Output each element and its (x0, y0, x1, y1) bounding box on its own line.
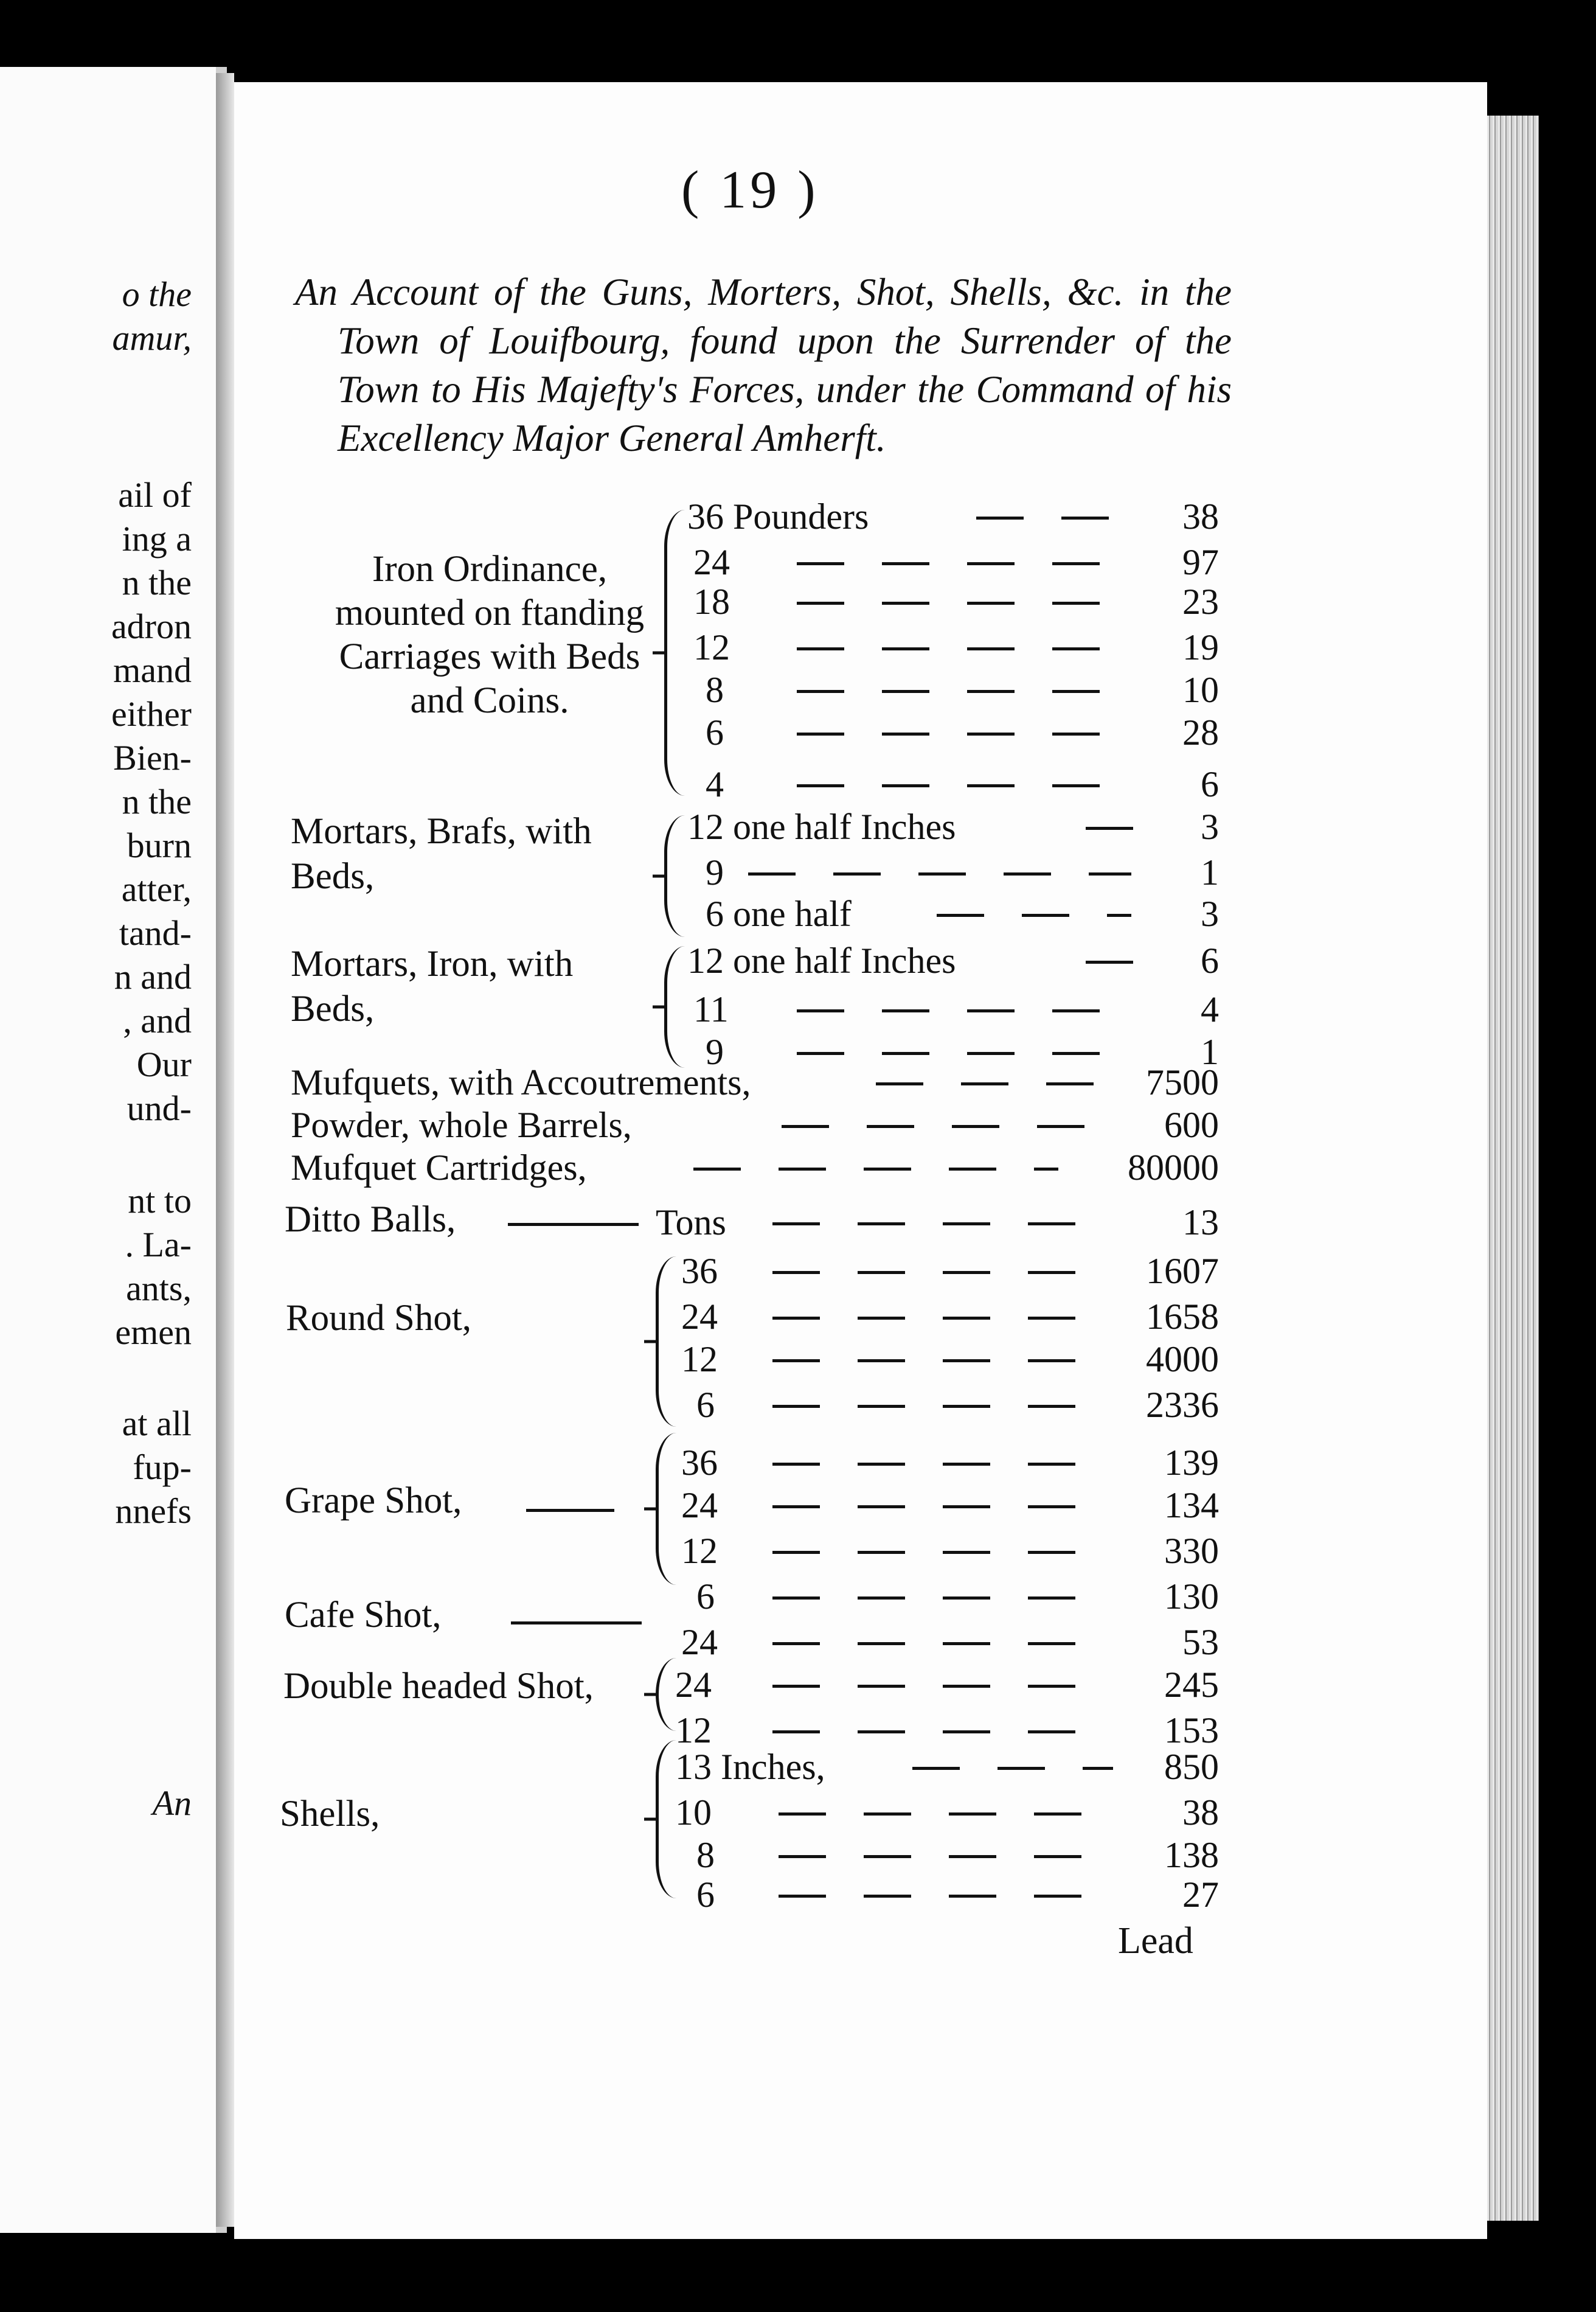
row-leader (797, 784, 1131, 787)
row-leader (772, 1596, 1089, 1600)
row-leader (797, 733, 1131, 736)
row-spec: 8 (696, 1835, 715, 1875)
row-value: 139 (1164, 1443, 1219, 1483)
row-value: 97 (1182, 542, 1219, 582)
row-leader (748, 872, 1131, 876)
table-row (0, 764, 1596, 805)
row-leader (772, 1222, 1089, 1225)
row-leader (937, 914, 1131, 917)
row-value: 600 (1164, 1105, 1219, 1145)
table-row (0, 541, 1596, 583)
row-spec: 11 (693, 989, 729, 1029)
table-row (0, 1710, 1596, 1751)
row-value: 80000 (1128, 1147, 1219, 1188)
row-leader (772, 1317, 1089, 1320)
row-spec: 36 (681, 1251, 718, 1291)
row-spec: Powder, whole Barrels, (291, 1105, 632, 1145)
left-text-fragment: nt to (128, 1181, 192, 1220)
table-row (0, 1250, 1596, 1292)
table-row (0, 1485, 1596, 1526)
row-leader (779, 1812, 1113, 1816)
row-value: 6 (1201, 764, 1219, 804)
row-spec: 24 (675, 1665, 712, 1705)
left-text-fragment: fup- (133, 1447, 192, 1487)
left-text-fragment: amur, (112, 318, 192, 358)
row-leader (772, 1463, 1089, 1466)
row-leader (876, 1082, 1095, 1085)
ditto-balls-label: Ditto Balls, (285, 1199, 456, 1240)
left-text-fragment: n and (114, 957, 192, 997)
table-row (0, 1104, 1596, 1146)
row-leader (1086, 961, 1134, 964)
left-text-fragment: n the (122, 782, 192, 821)
page-number: ( 19 ) (681, 161, 819, 220)
table-row (0, 1621, 1596, 1663)
row-leader (797, 1009, 1131, 1012)
table-row (0, 1202, 1596, 1243)
table-row (0, 940, 1596, 981)
left-text-fragment: ing a (122, 519, 192, 559)
row-leader (976, 517, 1128, 520)
row-spec: 4 (706, 764, 724, 804)
table-row (0, 1147, 1596, 1188)
table-row (0, 1062, 1596, 1103)
page-title: An Account of the Guns, Morters, Shot, Shells, &c. in the Town of Louifbourg, found upon the Surrender of the Town to His Majefty's Forces, under the Command of his Excellency Major General Amherft. (295, 271, 1232, 459)
row-spec: Mufquet Cartridges, (291, 1147, 587, 1188)
row-value: 138 (1164, 1835, 1219, 1875)
table-row (0, 712, 1596, 753)
row-value: 330 (1164, 1531, 1219, 1571)
row-leader (797, 690, 1131, 693)
table-row (0, 1576, 1596, 1617)
row-leader (772, 1405, 1089, 1408)
row-value: 4000 (1146, 1339, 1219, 1379)
iron-ordinance-text: Iron Ordinance, mounted on ftanding Carriages with Beds and Coins. (335, 549, 645, 721)
left-text-fragment: burn (127, 826, 192, 865)
row-spec: 12 (681, 1531, 718, 1571)
row-leader (782, 1125, 1110, 1128)
left-text-fragment: adron (111, 607, 192, 646)
row-spec: 24 (681, 1485, 718, 1525)
table-row (0, 893, 1596, 935)
row-leader (1086, 827, 1134, 830)
row-spec: 10 (675, 1792, 712, 1833)
row-value: 3 (1201, 807, 1219, 847)
left-text-fragment: und- (127, 1088, 192, 1128)
row-leader (779, 1855, 1113, 1858)
table-row (0, 1339, 1596, 1380)
group-label-mortars-iron: Mortars, Iron, with Beds, (291, 944, 574, 1029)
row-spec: 12 one half Inches (687, 807, 956, 847)
table-row (0, 1384, 1596, 1426)
table-row (0, 1834, 1596, 1876)
row-value: 153 (1164, 1710, 1219, 1750)
row-spec: 12 (681, 1339, 718, 1379)
row-value: 38 (1182, 496, 1219, 537)
row-leader (772, 1551, 1089, 1554)
row-leader (772, 1359, 1089, 1362)
left-text-fragment: , and (123, 1001, 192, 1040)
left-text-fragment: o the (122, 274, 192, 314)
left-text-fragment: Our (136, 1045, 192, 1084)
row-value: 6 (1201, 941, 1219, 981)
left-text-fragment: mand (113, 650, 192, 690)
left-text-fragment: at all (122, 1404, 192, 1443)
table-row (0, 1746, 1596, 1788)
row-value: 38 (1182, 1792, 1219, 1833)
row-spec: 8 (706, 670, 724, 710)
group-label-mortars-brass: Mortars, Brafs, with Beds, (291, 811, 592, 897)
table-row (0, 1296, 1596, 1337)
row-spec: Tons (656, 1202, 726, 1242)
row-spec: 24 (681, 1622, 718, 1662)
row-value: 245 (1164, 1665, 1219, 1705)
row-leader (772, 1685, 1089, 1688)
row-spec: Mufquets, with Accoutrements, (291, 1062, 751, 1102)
row-leader (797, 1052, 1131, 1055)
row-leader (693, 1168, 1058, 1171)
left-text-fragment: emen (115, 1312, 192, 1352)
row-value: 850 (1164, 1747, 1219, 1787)
row-leader (797, 602, 1131, 605)
row-value: 134 (1164, 1485, 1219, 1525)
row-value: 130 (1164, 1576, 1219, 1617)
left-text-fragment: n the (122, 563, 192, 602)
row-spec: 6 one half (706, 894, 852, 934)
row-leader (772, 1642, 1089, 1645)
row-spec: 6 (696, 1385, 715, 1425)
group-label-grape-shot: Grape Shot, (285, 1480, 462, 1521)
table-row (0, 1442, 1596, 1483)
row-leader (912, 1767, 1113, 1770)
table-row (0, 669, 1596, 711)
row-spec: 12 (693, 627, 730, 667)
left-text-fragment: atter, (121, 869, 192, 909)
row-value: 3 (1201, 894, 1219, 934)
row-spec: 18 (693, 582, 730, 622)
group-label-shells: Shells, (280, 1794, 380, 1834)
row-spec: 6 (696, 1875, 715, 1915)
row-leader (797, 647, 1131, 650)
row-value: 13 (1182, 1202, 1219, 1242)
catchword: Lead (1118, 1920, 1193, 1962)
group-label-double-headed-shot: Double headed Shot, (283, 1666, 594, 1707)
left-text-fragment: either (111, 694, 192, 734)
row-spec: 24 (693, 542, 730, 582)
row-leader (779, 1895, 1113, 1898)
row-value: 27 (1182, 1875, 1219, 1915)
table-row (0, 581, 1596, 622)
table-row (0, 1664, 1596, 1705)
row-value: 28 (1182, 712, 1219, 753)
left-text-fragment: ants, (126, 1269, 192, 1308)
table-row (0, 1874, 1596, 1915)
row-value: 4 (1201, 989, 1219, 1029)
table-row (0, 1530, 1596, 1572)
table-row (0, 989, 1596, 1030)
group-label-round-shot: Round Shot, (286, 1298, 472, 1339)
row-value: 1 (1201, 852, 1219, 893)
row-value: 1 (1201, 1032, 1219, 1072)
left-text-fragment: tand- (119, 913, 192, 953)
row-spec: 6 (696, 1576, 715, 1617)
left-text-fragment: Bien- (113, 738, 192, 778)
left-catchword: An (152, 1783, 192, 1823)
left-text-fragment: ail of (118, 475, 192, 515)
row-value: 23 (1182, 582, 1219, 622)
row-value: 19 (1182, 627, 1219, 667)
row-value: 7500 (1146, 1062, 1219, 1102)
row-leader (797, 562, 1131, 565)
left-text-fragment: nnefs (115, 1491, 192, 1531)
table-row (0, 627, 1596, 668)
row-value: 53 (1182, 1622, 1219, 1662)
row-spec: 12 (675, 1710, 712, 1750)
group-label-case-shot: Cafe Shot, (285, 1595, 442, 1635)
left-text-fragment: . La- (125, 1225, 192, 1264)
row-spec: 9 (706, 852, 724, 893)
row-spec: 6 (706, 712, 724, 753)
row-value: 1607 (1146, 1251, 1219, 1291)
row-spec: 13 Inches, (675, 1747, 825, 1787)
row-leader (772, 1505, 1089, 1508)
row-spec: 24 (681, 1297, 718, 1337)
table-row (0, 496, 1596, 537)
row-spec: 9 (706, 1032, 724, 1072)
table-row (0, 852, 1596, 893)
table-row (0, 1792, 1596, 1833)
row-spec: 36 (681, 1443, 718, 1483)
row-spec: 12 one half Inches (687, 941, 956, 981)
row-value: 1658 (1146, 1297, 1219, 1337)
row-spec: 36 Pounders (687, 496, 869, 537)
row-leader (772, 1730, 1089, 1733)
row-leader (772, 1271, 1089, 1274)
row-value: 10 (1182, 670, 1219, 710)
row-value: 2336 (1146, 1385, 1219, 1425)
table-row (0, 806, 1596, 848)
